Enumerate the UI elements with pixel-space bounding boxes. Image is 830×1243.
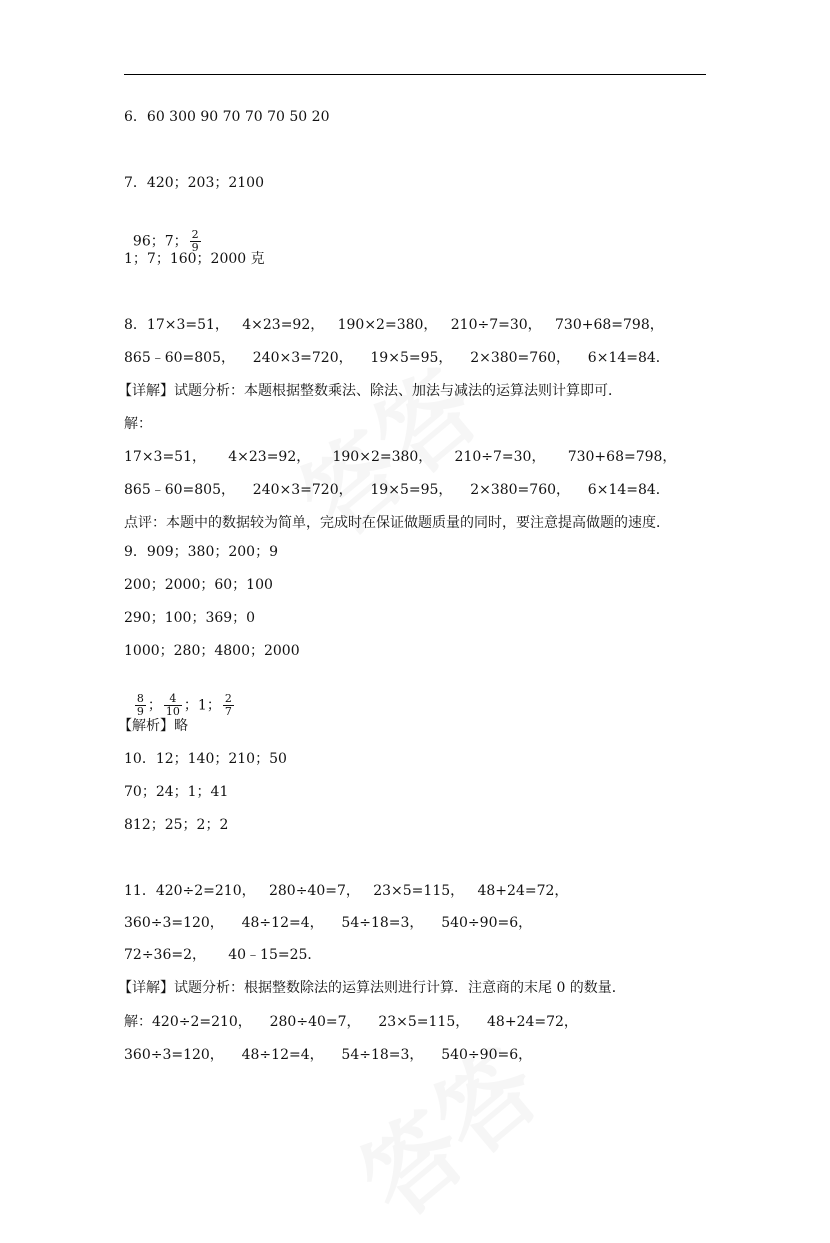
fraction bbox=[223, 693, 234, 718]
answer-9-line-3: 290；100；369；0 bbox=[124, 610, 256, 626]
answer-7-line-3: 1；7；160；2000 克 bbox=[124, 251, 265, 267]
answer-11-line-3: 72÷36=2， 40﹣15=25． bbox=[124, 947, 322, 963]
fraction bbox=[135, 693, 146, 718]
answer-9-analysis: 【解析】略 bbox=[118, 718, 188, 734]
answer-10-line-1: 10．12；140；210；50 bbox=[124, 751, 287, 767]
answer-7-line-2-text: 96；7； bbox=[132, 233, 188, 250]
separator: ；1； bbox=[183, 697, 221, 714]
fraction-denominator: 9 bbox=[136, 705, 144, 718]
fraction-numerator: 2 bbox=[191, 228, 199, 241]
answer-8-line-3: 17×3=51， 4×23=92， 190×2=380， 210÷7=30， 730+68=798， bbox=[124, 449, 677, 465]
answer-8-detail: 【详解】试题分析：本题根据整数乘法、除法、加法与减法的运算法则计算即可． bbox=[118, 383, 622, 399]
answer-9-line-4: 1000；280；4800；2000 bbox=[124, 643, 300, 659]
answer-6: 6．60 300 90 70 70 70 50 20 bbox=[124, 109, 330, 125]
answer-7-line-2 bbox=[124, 211, 203, 254]
separator: ； bbox=[147, 697, 162, 714]
answer-11-line-2: 360÷3=120， 48÷12=4， 54÷18=3， 540÷90=6， bbox=[124, 915, 533, 931]
fraction-numerator: 4 bbox=[164, 693, 182, 706]
answer-7-line-1: 7．420；203；2100 bbox=[124, 175, 264, 191]
answer-9-line-2: 200；2000；60；100 bbox=[124, 577, 273, 593]
header-rule bbox=[124, 74, 706, 75]
fraction-numerator: 2 bbox=[224, 692, 232, 705]
answer-9-line-1: 9．909；380；200；9 bbox=[124, 544, 278, 560]
answer-9-line-5 bbox=[124, 675, 236, 718]
answer-11-line-4: 解：420÷2=210， 280÷40=7， 23×5=115， 48+24=72， bbox=[124, 1014, 578, 1030]
answer-8-line-1: 8．17×3=51， 4×23=92， 190×2=380， 210÷7=30， 730+68=798， bbox=[124, 317, 664, 333]
answer-8-comment: 点评：本题中的数据较为简单，完成时在保证做题质量的同时，要注意提高做题的速度． bbox=[124, 515, 670, 531]
fraction-denominator: 9 bbox=[191, 241, 199, 254]
answer-10-line-3: 812；25；2；2 bbox=[124, 817, 229, 833]
answer-8-line-4: 865﹣60=805， 240×3=720， 19×5=95， 2×380=760， 6×14=84． bbox=[124, 482, 670, 498]
fraction bbox=[164, 693, 182, 718]
fraction-denominator: 10 bbox=[165, 705, 180, 718]
answer-10-line-2: 70；24；1；41 bbox=[124, 784, 229, 800]
answer-11-line-5: 360÷3=120， 48÷12=4， 54÷18=3， 540÷90=6， bbox=[124, 1047, 533, 1063]
answer-11-detail: 【详解】试题分析：根据整数除法的运算法则进行计算．注意商的末尾 0 的数量． bbox=[118, 980, 626, 996]
answer-11-line-1: 11．420÷2=210， 280÷40=7， 23×5=115， 48+24=72， bbox=[124, 883, 569, 899]
answer-8-jie: 解： bbox=[124, 416, 152, 432]
answer-8-line-2: 865﹣60=805， 240×3=720， 19×5=95， 2×380=760， 6×14=84． bbox=[124, 350, 670, 366]
fraction-denominator: 7 bbox=[224, 705, 232, 718]
fraction-numerator: 8 bbox=[136, 692, 144, 705]
